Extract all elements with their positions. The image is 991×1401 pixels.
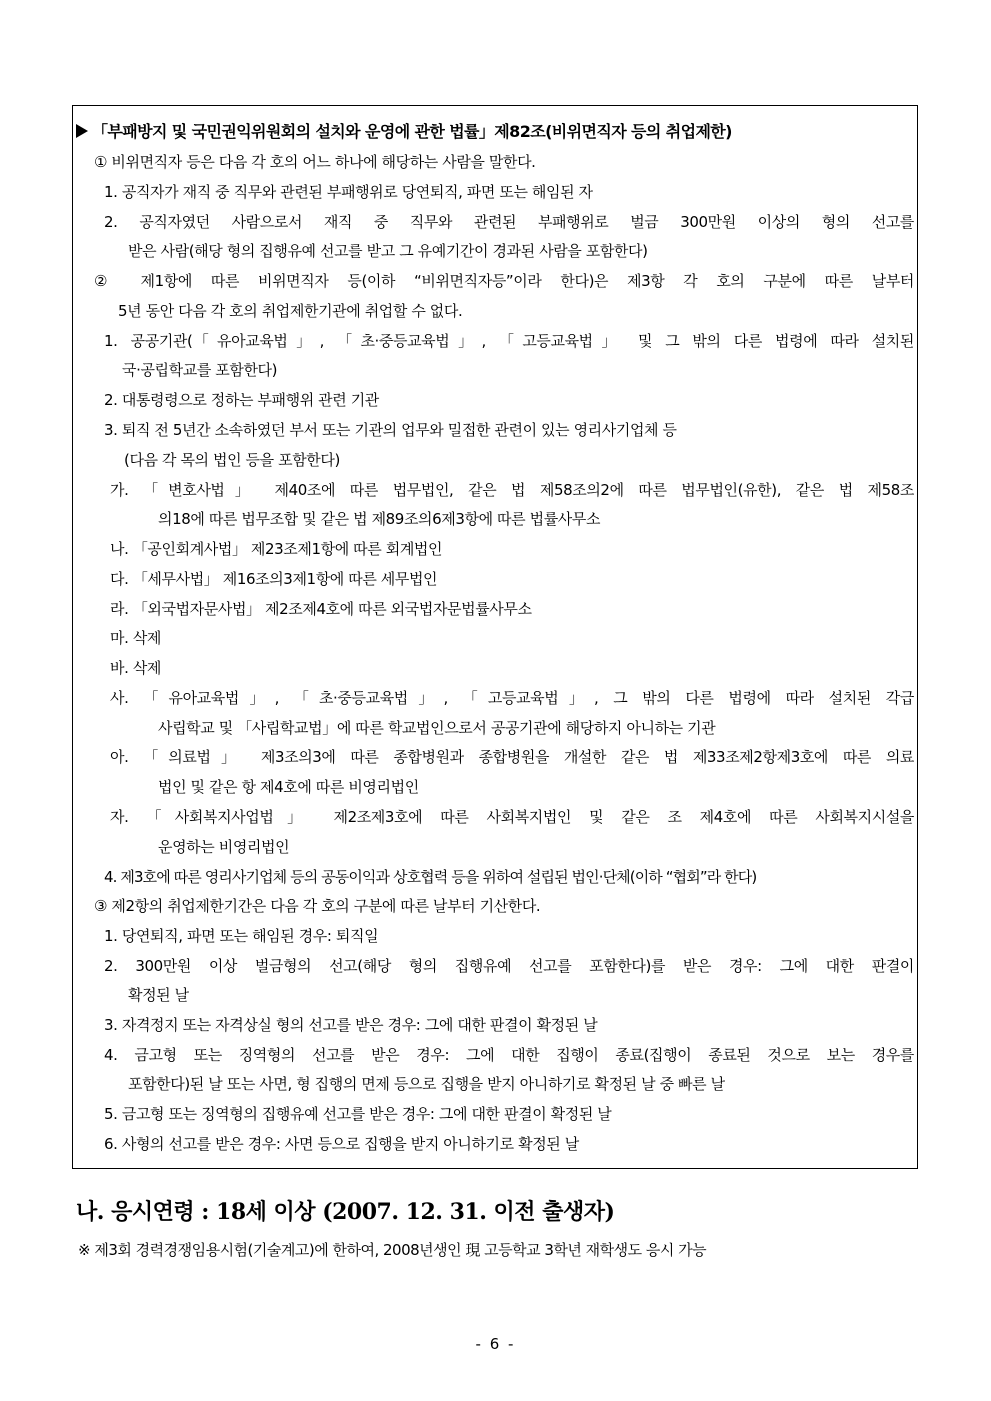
section-heading-age: 나. 응시연령 : 18세 이상 (2007. 12. 31. 이전 출생자) xyxy=(76,1199,615,1225)
clause-1-item-1: 1. 공직자가 재직 중 직무와 관련된 부패행위로 당연퇴직, 파면 또는 해임된 자 xyxy=(104,183,593,201)
triangle-bullet-icon xyxy=(76,124,88,138)
clause-2: ② 제1항에 따른 비위면직자 등(이하 “비위면직자등”이라 한다)은 제3항 각 호의 구분에 따른 날부터 xyxy=(94,272,914,290)
sub-item-ga-cont: 의18에 따른 법무조합 및 같은 법 제89조의6제3항에 따른 법률사무소 xyxy=(158,510,601,528)
clause-2-item-3-cont: (다음 각 목의 법인 등을 포함한다) xyxy=(124,451,340,469)
sub-item-a-cont: 법인 및 같은 항 제4호에 따른 비영리법인 xyxy=(158,778,419,796)
clause-3-item-2-cont: 확정된 날 xyxy=(128,986,189,1004)
clause-3-item-2: 2. 300만원 이상 벌금형의 선고(해당 형의 집행유예 선고를 포함한다)를 받은 경우: 그에 대한 판결이 xyxy=(104,957,914,975)
sub-item-ma: 마. 삭제 xyxy=(110,629,162,647)
sub-item-ja-cont: 운영하는 비영리법인 xyxy=(158,838,290,856)
clause-2-item-3: 3. 퇴직 전 5년간 소속하였던 부서 또는 기관의 업무와 밀접한 관련이 있는 영리사기업체 등 xyxy=(104,421,677,439)
sub-item-na: 나. 「공인회계사법」 제23조제1항에 따른 회계법인 xyxy=(110,540,443,558)
law-title-text: 「부패방지 및 국민권익위원회의 설치와 운영에 관한 법률」제82조(비위면직자 등의 취업제한) xyxy=(92,122,732,141)
sub-item-sa-cont: 사립학교 및 「사립학교법」에 따른 학교법인으로서 공공기관에 해당하지 아니하는 기관 xyxy=(158,719,716,737)
clause-2-cont: 5년 동안 다음 각 호의 취업제한기관에 취업할 수 없다. xyxy=(118,302,463,320)
sub-item-ga: 가. 「변호사법」 제40조에 따른 법무법인, 같은 법 제58조의2에 따른 법무법인(유한), 같은 법 제58조 xyxy=(110,481,914,499)
clause-3: ③ 제2항의 취업제한기간은 다음 각 호의 구분에 따른 날부터 기산한다. xyxy=(94,897,541,915)
clause-2-item-4: 4. 제3호에 따른 영리사기업체 등의 공동이익과 상호협력 등을 위하여 설립된 법인·단체(이하 “협회”라 한다) xyxy=(104,868,757,886)
clause-3-item-5: 5. 금고형 또는 징역형의 집행유예 선고를 받은 경우: 그에 대한 판결이 확정된 날 xyxy=(104,1105,612,1123)
sub-item-a: 아. 「의료법」 제3조의3에 따른 종합병원과 종합병원을 개설한 같은 법 제33조제2항제3호에 따른 의료 xyxy=(110,748,914,766)
clause-3-item-1: 1. 당연퇴직, 파면 또는 해임된 경우: 퇴직일 xyxy=(104,927,379,945)
sub-item-ja: 자. 「사회복지사업법」 제2조제3호에 따른 사회복지법인 및 같은 조 제4호에 따른 사회복지시설을 xyxy=(110,808,914,826)
clause-3-item-4: 4. 금고형 또는 징역형의 선고를 받은 경우: 그에 대한 집행이 종료(집행이 종료된 것으로 보는 경우를 xyxy=(104,1046,914,1064)
clause-1-item-2: 2. 공직자였던 사람으로서 재직 중 직무와 관련된 부패행위로 벌금 300만원 이상의 형의 선고를 xyxy=(104,213,914,231)
clause-2-item-2: 2. 대통령령으로 정하는 부패행위 관련 기관 xyxy=(104,391,379,409)
law-excerpt-box xyxy=(72,105,918,1169)
clause-1: ① 비위면직자 등은 다음 각 호의 어느 하나에 해당하는 사람을 말한다. xyxy=(94,153,536,171)
sub-item-sa: 사. 「유아교육법」, 「초·중등교육법」, 「고등교육법」, 그 밖의 다른 법령에 따라 설치된 각급 xyxy=(110,689,914,707)
clause-1-item-2-cont: 받은 사람(해당 형의 집행유예 선고를 받고 그 유예기간이 경과된 사람을 포함한다) xyxy=(128,242,648,260)
clause-3-item-6: 6. 사형의 선고를 받은 경우: 사면 등으로 집행을 받지 아니하기로 확정된 날 xyxy=(104,1135,579,1153)
sub-item-ra: 라. 「외국법자문사법」 제2조제4호에 따른 외국법자문법률사무소 xyxy=(110,600,532,618)
clause-2-item-1-cont: 국·공립학교를 포함한다) xyxy=(122,361,278,379)
clause-3-item-4-cont: 포함한다)된 날 또는 사면, 형 집행의 면제 등으로 집행을 받지 아니하기로 확정된 날 중 빠른 날 xyxy=(128,1075,725,1093)
sub-item-da: 다. 「세무사법」 제16조의3제1항에 따른 세무법인 xyxy=(110,570,438,588)
law-title xyxy=(76,120,916,144)
age-note: ※ 제3회 경력경쟁임용시험(기술계고)에 한하여, 2008년생인 現 고등학교 3학년 재학생도 응시 가능 xyxy=(78,1241,707,1259)
sub-item-ba: 바. 삭제 xyxy=(110,659,162,677)
clause-2-item-1: 1. 공공기관(「유아교육법」, 「초·중등교육법」, 「고등교육법」 및 그 밖의 다른 법령에 따라 설치된 xyxy=(104,332,914,350)
page-number: - 6 - xyxy=(475,1335,516,1353)
clause-3-item-3: 3. 자격정지 또는 자격상실 형의 선고를 받은 경우: 그에 대한 판결이 확정된 날 xyxy=(104,1016,598,1034)
